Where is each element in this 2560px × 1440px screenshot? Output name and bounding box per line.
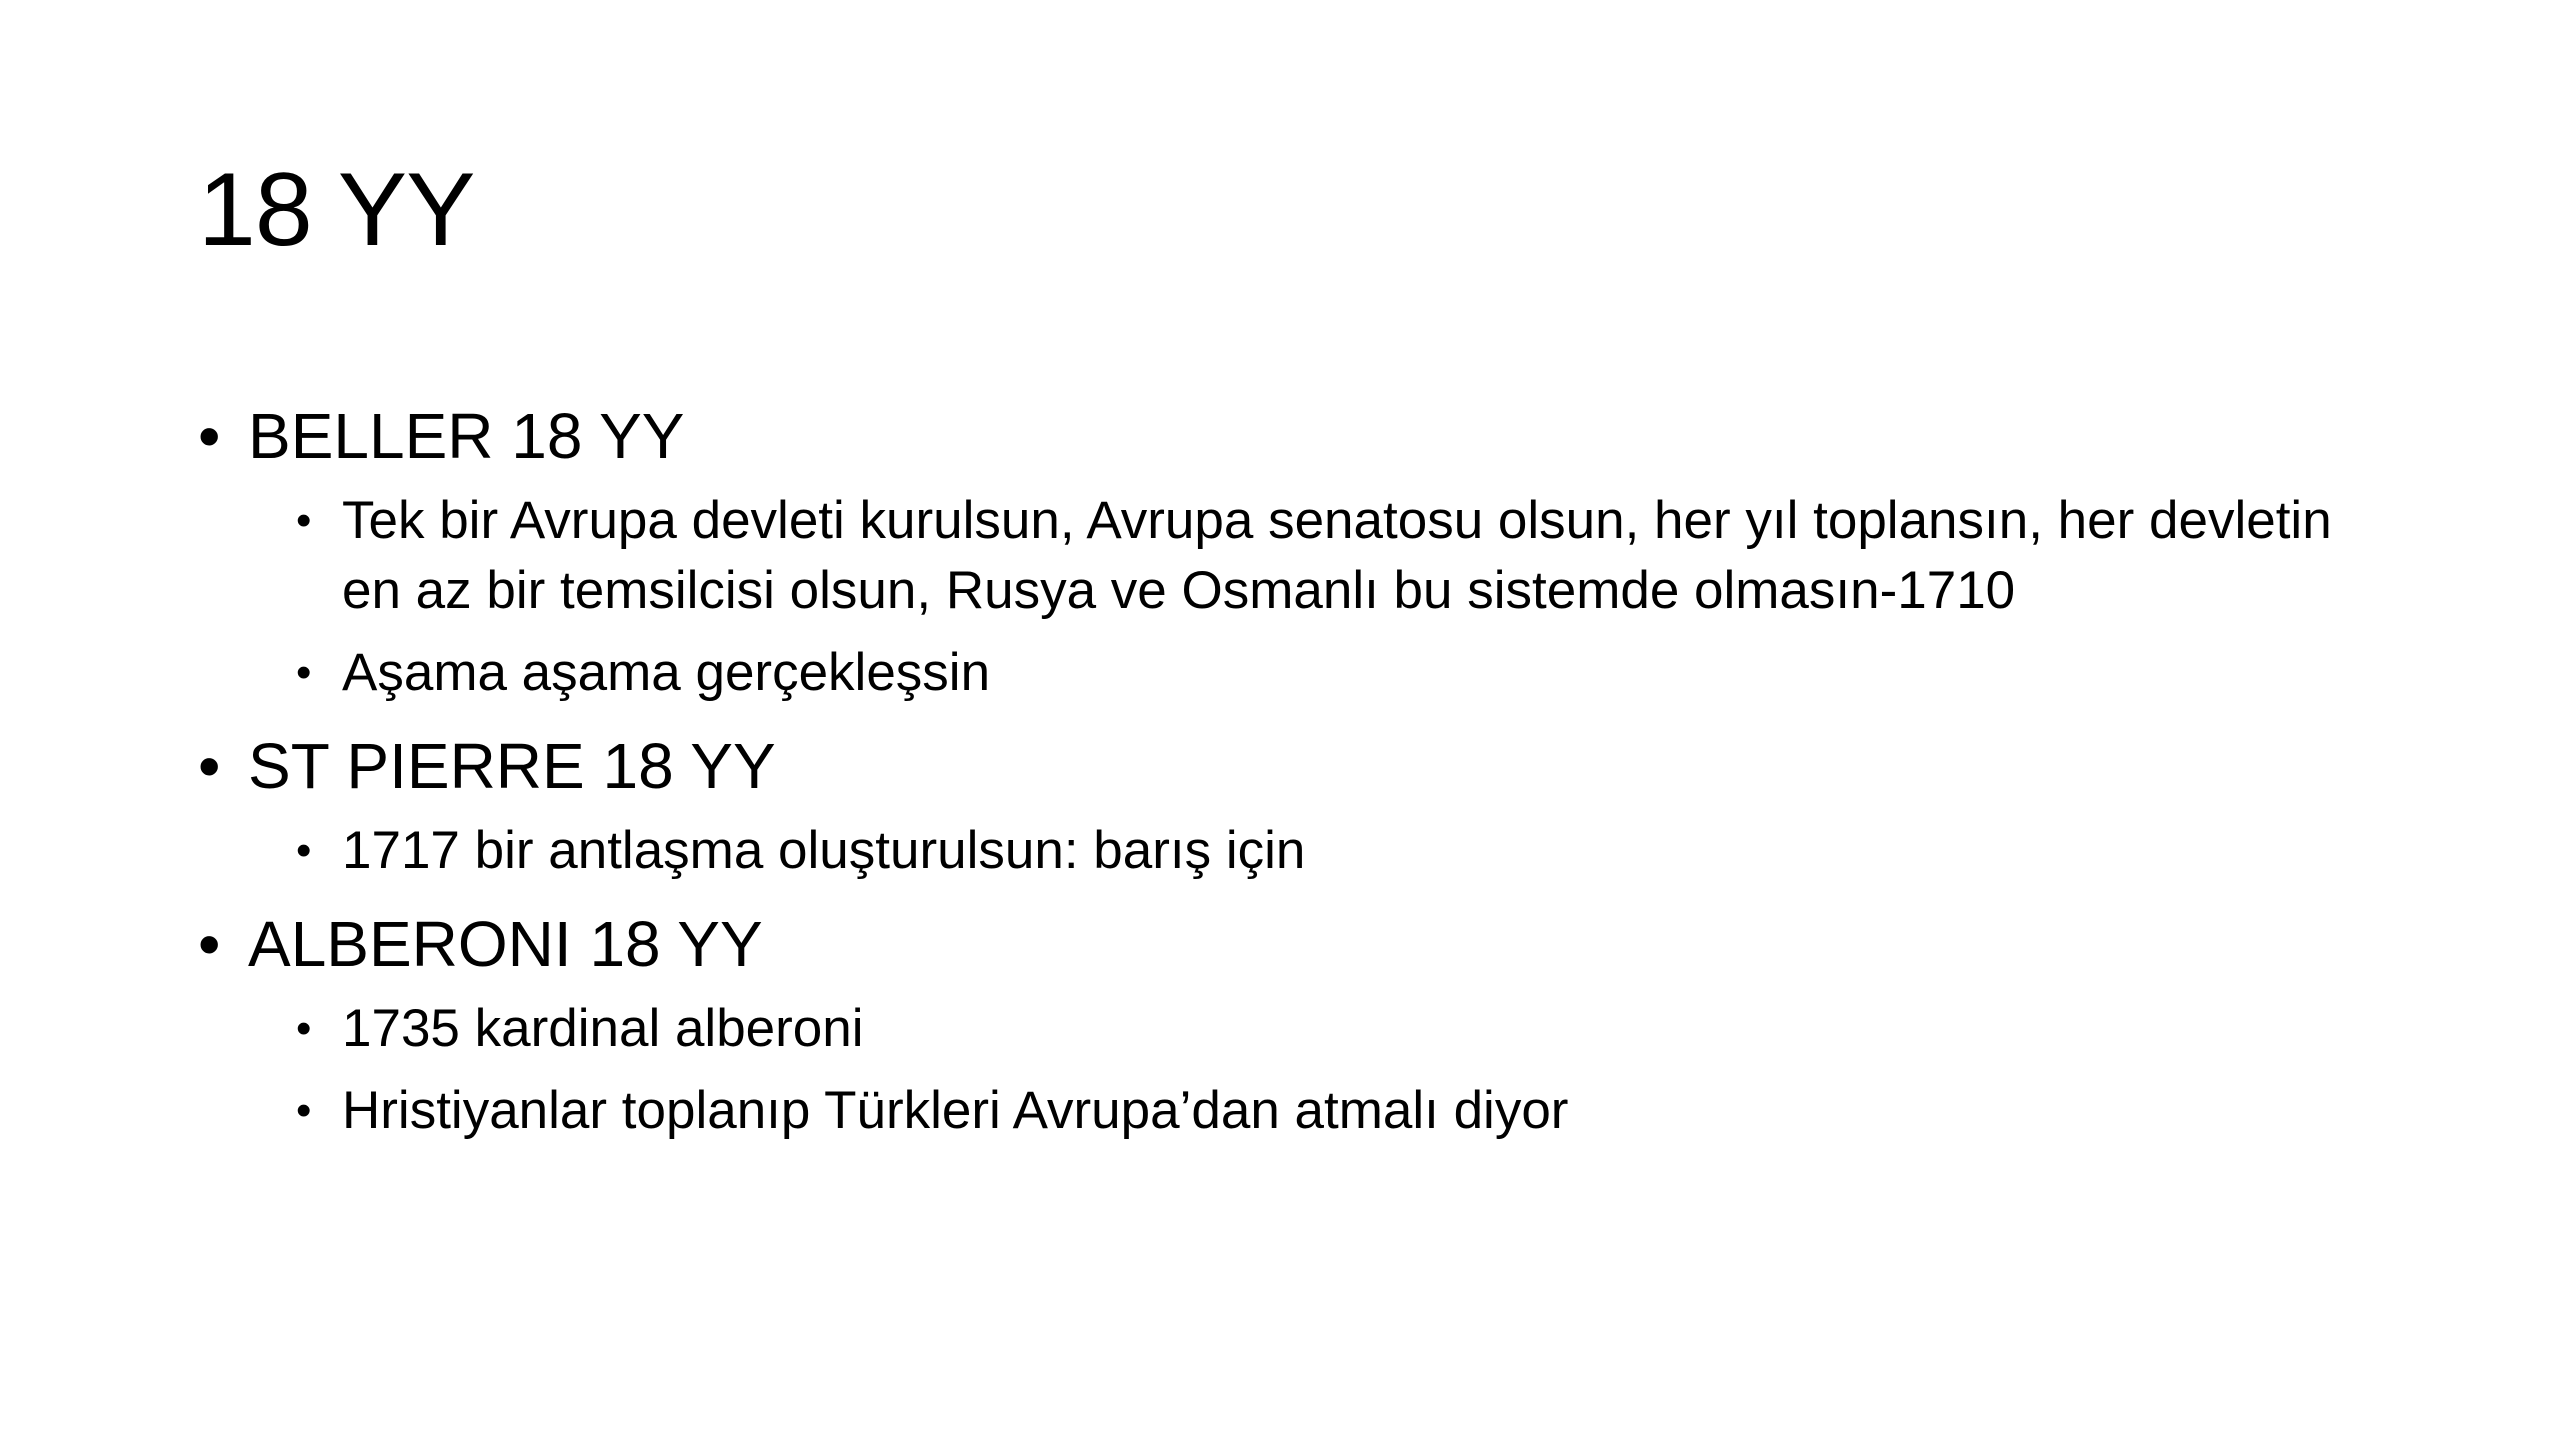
bullet-icon: • xyxy=(198,908,221,980)
section-heading xyxy=(198,722,2378,810)
section-heading-text: ALBERONI 18 YY xyxy=(248,908,763,980)
section-heading-text: ST PIERRE 18 YY xyxy=(248,730,776,802)
section-st-pierre xyxy=(198,722,2378,886)
bullet-icon: • xyxy=(296,826,312,875)
bullet-icon: • xyxy=(198,400,221,472)
list-item xyxy=(296,994,2378,1064)
bullet-icon: • xyxy=(198,730,221,802)
list-item-text: Aşama aşama gerçekleşsin xyxy=(342,643,991,702)
slide-content xyxy=(198,392,2378,1160)
bullet-icon: • xyxy=(296,1086,312,1135)
list-item xyxy=(296,816,2378,886)
list-item xyxy=(296,638,2378,708)
list-item-text: Tek bir Avrupa devleti kurulsun, Avrupa senatosu olsun, her yıl toplansın, her devletin en az bir temsilcisi olsun, Rusya ve Osmanlı bu sistemde olmasın-1710 xyxy=(342,491,2332,620)
bullet-icon: • xyxy=(296,1004,312,1053)
list-item-text: 1735 kardinal alberoni xyxy=(342,999,864,1058)
sub-bullet-list xyxy=(198,486,2378,708)
list-item xyxy=(296,486,2378,626)
bullet-icon: • xyxy=(296,648,312,697)
section-heading-text: BELLER 18 YY xyxy=(248,400,685,472)
sub-bullet-list xyxy=(198,816,2378,886)
section-heading xyxy=(198,900,2378,988)
sub-bullet-list xyxy=(198,994,2378,1146)
slide-title: 18 YY xyxy=(198,152,475,268)
section-beller xyxy=(198,392,2378,708)
bullet-icon: • xyxy=(296,496,312,545)
section-heading xyxy=(198,392,2378,480)
list-item xyxy=(296,1076,2378,1146)
section-alberoni xyxy=(198,900,2378,1146)
list-item-text: Hristiyanlar toplanıp Türkleri Avrupa’dan atmalı diyor xyxy=(342,1081,1569,1140)
list-item-text: 1717 bir antlaşma oluşturulsun: barış için xyxy=(342,821,1306,880)
